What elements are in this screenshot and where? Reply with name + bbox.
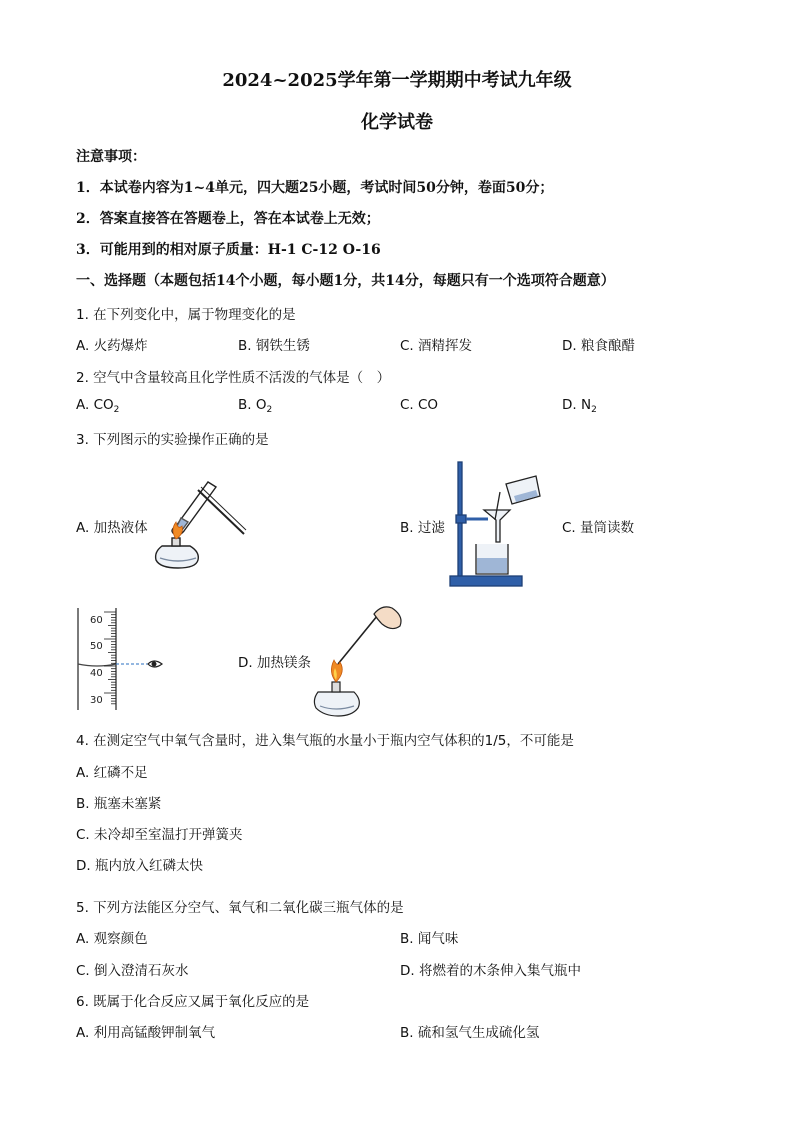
section-heading: 一、选择题（本题包括14个小题，每小题1分，共14分，每题只有一个选项符合题意）	[76, 273, 615, 289]
tick-label: 60	[90, 615, 103, 626]
option-c: C. 未冷却至室温打开弹簧夹	[76, 827, 243, 843]
option-c: C. CO	[400, 397, 439, 413]
option-a: A. $CO_2$	[76, 397, 120, 415]
option-a: A. 红磷不足	[76, 765, 148, 781]
question-stem: 4. 在测定空气中氧气含量时，进入集气瓶的水量小于瓶内空气体积的1/5，不可能是	[76, 733, 574, 749]
question-stem: 5. 下列方法能区分空气、氧气和二氧化碳三瓶气体的是	[76, 900, 404, 916]
filtration-figure	[448, 458, 546, 590]
option-a: A. 利用高锰酸钾制氧气	[76, 1025, 216, 1041]
note-item: 1．本试卷内容为1~4单元，四大题25小题，考试时间50分钟，卷面50分；	[76, 180, 554, 196]
option-d: D. 将燃着的木条伸入集气瓶中	[400, 963, 581, 979]
exam-subject: 化学试卷	[361, 112, 433, 133]
option-b: B. 瓶塞未塞紧	[76, 796, 162, 812]
option-b: B. 过滤	[400, 520, 445, 536]
question-stem: 1. 在下列变化中，属于物理变化的是	[76, 307, 296, 323]
tick-label: 50	[90, 641, 103, 652]
question-stem: 3. 下列图示的实验操作正确的是	[76, 432, 269, 448]
option-b: B. $O_2$	[238, 397, 273, 415]
tick-label: 30	[90, 695, 103, 706]
option-a: A. 加热液体	[76, 520, 148, 536]
option-a: A. 观察颜色	[76, 931, 148, 947]
option-d: D. $N_2$	[562, 397, 597, 415]
option-c: C. 量筒读数	[562, 520, 635, 536]
option-d: D. 加热镁条	[238, 655, 311, 671]
option-b: B. 闻气味	[400, 931, 459, 947]
question-stem: 6. 既属于化合反应又属于氧化反应的是	[76, 994, 310, 1010]
note-item: 3．可能用到的相对原子质量：H-1 C-12 O-16	[76, 242, 381, 258]
option-d: D. 粮食酿醋	[562, 338, 635, 354]
option-c: C. 酒精挥发	[400, 338, 473, 354]
heating-liquid-figure	[148, 478, 248, 570]
option-a: A. 火药爆炸	[76, 338, 148, 354]
question-stem: 2. 空气中含量较高且化学性质不活泼的气体是（ ）	[76, 370, 391, 386]
option-b: B. 硫和氢气生成硫化氢	[400, 1025, 540, 1041]
option-b: B. 钢铁生锈	[238, 338, 310, 354]
cylinder-reading-figure	[76, 606, 172, 712]
tick-label: 40	[90, 668, 103, 679]
notes-heading: 注意事项：	[76, 149, 146, 165]
heating-magnesium-figure	[312, 602, 408, 718]
note-item: 2．答案直接答在答题卷上，答在本试卷上无效；	[76, 211, 380, 227]
option-d: D. 瓶内放入红磷太快	[76, 858, 203, 874]
exam-title: 2024~2025学年第一学期期中考试九年级	[222, 70, 572, 91]
option-c: C. 倒入澄清石灰水	[76, 963, 189, 979]
